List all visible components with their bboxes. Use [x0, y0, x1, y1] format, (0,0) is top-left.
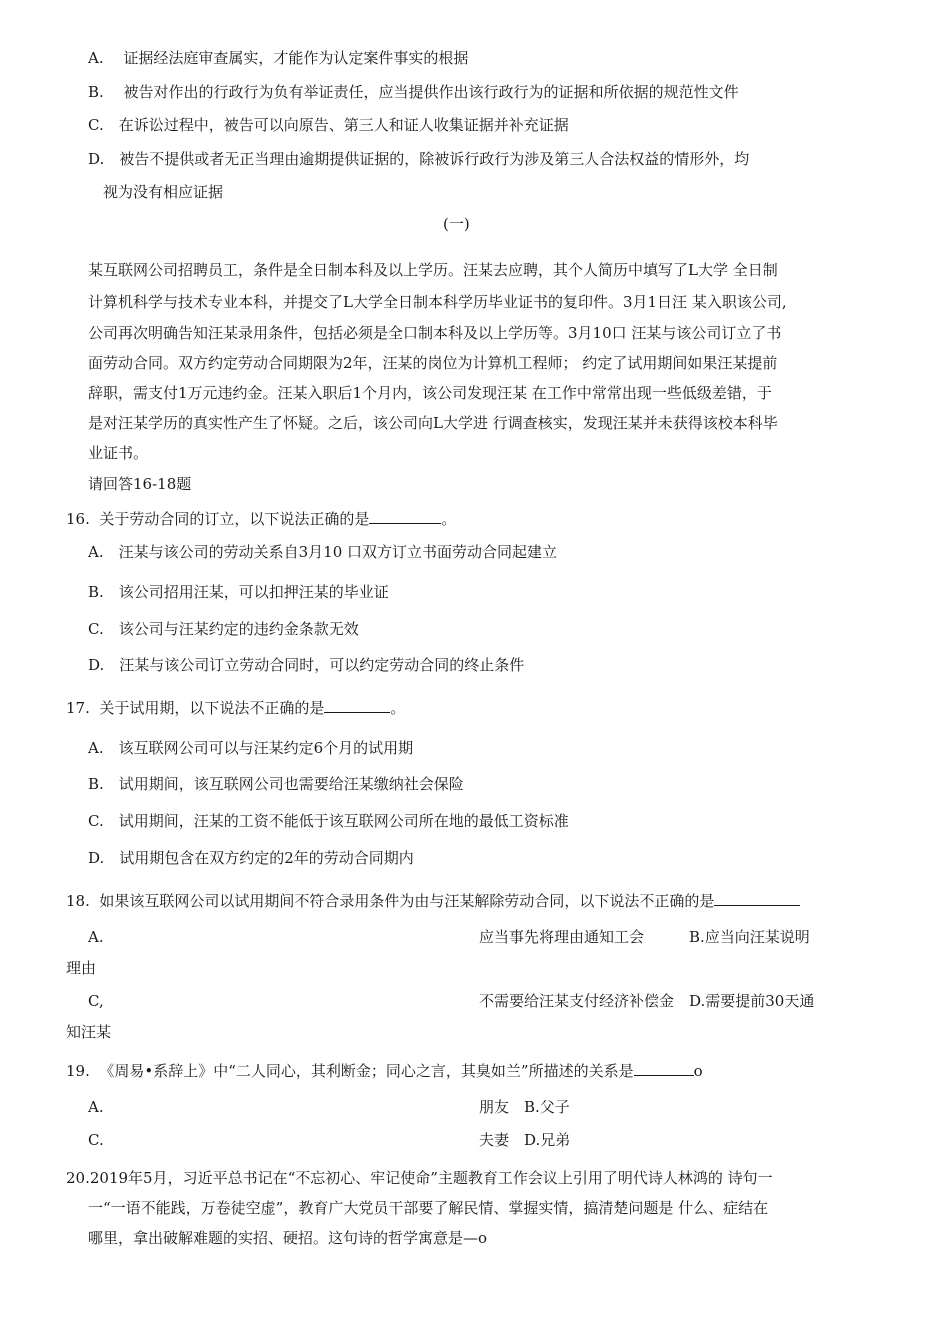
passage-line: 某互联网公司招聘员工，条件是全日制本科及以上学历。汪某去应聘，其个人简历中填写了L大学 全日制: [88, 261, 778, 279]
option-d-continued: 视为没有相应证据: [103, 183, 224, 201]
q17-option-b: B. 试用期间，该互联网公司也需要给汪某缴纳社会保险: [88, 775, 464, 793]
question-16: 16. 关于劳动合同的订立，以下说法正确的是 。: [66, 510, 457, 528]
q18-options-cd-wrap: 知汪某: [66, 1023, 112, 1041]
answer-blank: [634, 1060, 694, 1076]
passage-line: 业证书。: [88, 444, 149, 462]
q16-option-b: B. 该公司招用汪某，可以扣押汪某的毕业证: [88, 583, 389, 601]
question-stem: 如果该互联网公司以试用期间不符合录用条件为由与汪某解除劳动合同，以下说法不正确的是: [99, 892, 715, 910]
question-number: 16.: [66, 510, 90, 528]
passage-line: 公司再次明确告知汪某录用条件，包括必须是全口制本科及以上学历等。3月10口 汪某与该公司订立了书: [88, 324, 782, 342]
question-number: 18.: [66, 892, 90, 910]
q18-option-label-a: A.: [88, 928, 104, 946]
question-stem: 关于劳动合同的订立，以下说法正确的是: [99, 510, 370, 528]
answer-blank: [324, 697, 390, 713]
question-number: 19.: [66, 1062, 90, 1080]
question-20: 20.2019年5月，习近平总书记在“不忘初心、牢记使命”主题教育工作会议上引用了明代诗人林鸿的 诗句一: [66, 1169, 773, 1187]
q19-option-label-c: C.: [88, 1131, 104, 1149]
q17-option-a: A. 该互联网公司可以与汪某约定6个月的试用期: [88, 739, 414, 757]
q19-option-label-a: A.: [88, 1098, 104, 1116]
answer-blank: [714, 890, 800, 906]
q16-option-d: D. 汪某与该公司订立劳动合同时，可以约定劳动合同的终止条件: [88, 656, 525, 674]
passage-line: 辞职，需支付1万元违约金。汪某入职后1个月内，该公司发现汪某 在工作中常常出现一些低级差错，于: [88, 384, 772, 402]
q19-options-ab: 朋友 B.父子: [479, 1098, 570, 1116]
section-mark: (一): [443, 215, 470, 233]
option-b: B. 被告对作出的行政行为负有举证责任，应当提供作出该行政行为的证据和所依据的规范性文件: [88, 83, 739, 101]
q18-options-ab: 应当事先将理由通知工会 B.应当向汪某说明: [479, 928, 810, 946]
question-20-line: 哪里，拿出破解难题的实招、硬招。这句诗的哲学寓意是—o: [88, 1229, 488, 1247]
passage-line: 面劳动合同。双方约定劳动合同期限为2年，汪某的岗位为计算机工程师； 约定了试用期间如果汪某提前: [88, 354, 778, 372]
question-stem: 关于试用期，以下说法不正确的是: [99, 699, 325, 717]
passage-instruction: 请回答16-18题: [88, 475, 192, 493]
q16-option-a: A. 汪某与该公司的劳动关系自3月10 口双方订立书面劳动合同起建立: [88, 543, 558, 561]
q18-option-label-c: C,: [88, 992, 104, 1010]
answer-blank: [369, 508, 441, 524]
q16-option-c: C. 该公司与汪某约定的违约金条款无效: [88, 620, 359, 638]
q17-option-c: C. 试用期间，汪某的工资不能低于该互联网公司所在地的最低工资标准: [88, 812, 569, 830]
question-17: 17. 关于试用期，以下说法不正确的是 。: [66, 699, 406, 717]
question-number: 17.: [66, 699, 90, 717]
q19-options-cd: 夫妻 D.兄弟: [479, 1131, 571, 1149]
option-a: A. 证据经法庭审查属实，才能作为认定案件事实的根据: [88, 49, 469, 67]
q18-options-cd: 不需要给汪某支付经济补偿金 D.需要提前30天通: [479, 992, 815, 1010]
q18-options-ab-wrap: 理由: [66, 959, 97, 977]
question-18: [66, 890, 800, 911]
q17-option-d: D. 试用期包含在双方约定的2年的劳动合同期内: [88, 849, 414, 867]
option-d: D. 被告不提供或者无正当理由逾期提供证据的，除被诉行政行为涉及第三人合法权益的情形外，均: [88, 150, 750, 168]
passage-line: 是对汪某学历的真实性产生了怀疑。之后，该公司向L大学进 行调查核实，发现汪某并未获得该校本科毕: [88, 414, 778, 432]
question-20-line: 一“一语不能践，万卷徒空虚”，教育广大党员干部要了解民情、掌握实情，搞清楚问题是 什么、症结在: [88, 1199, 769, 1217]
option-c: C. 在诉讼过程中，被告可以向原告、第三人和证人收集证据并补充证据: [88, 116, 569, 134]
question-19: 19. 《周易•系辞上》中“二人同心，其利断金；同心之言，其臭如兰”所描述的关系是 o: [66, 1062, 703, 1080]
question-stem: 《周易•系辞上》中“二人同心，其利断金；同心之言，其臭如兰”所描述的关系是: [99, 1062, 634, 1080]
passage-line: 计算机科学与技术专业本科，并提交了L大学全日制本科学历毕业证书的复印件。3月1日汪 某入职该公司,: [88, 293, 787, 311]
